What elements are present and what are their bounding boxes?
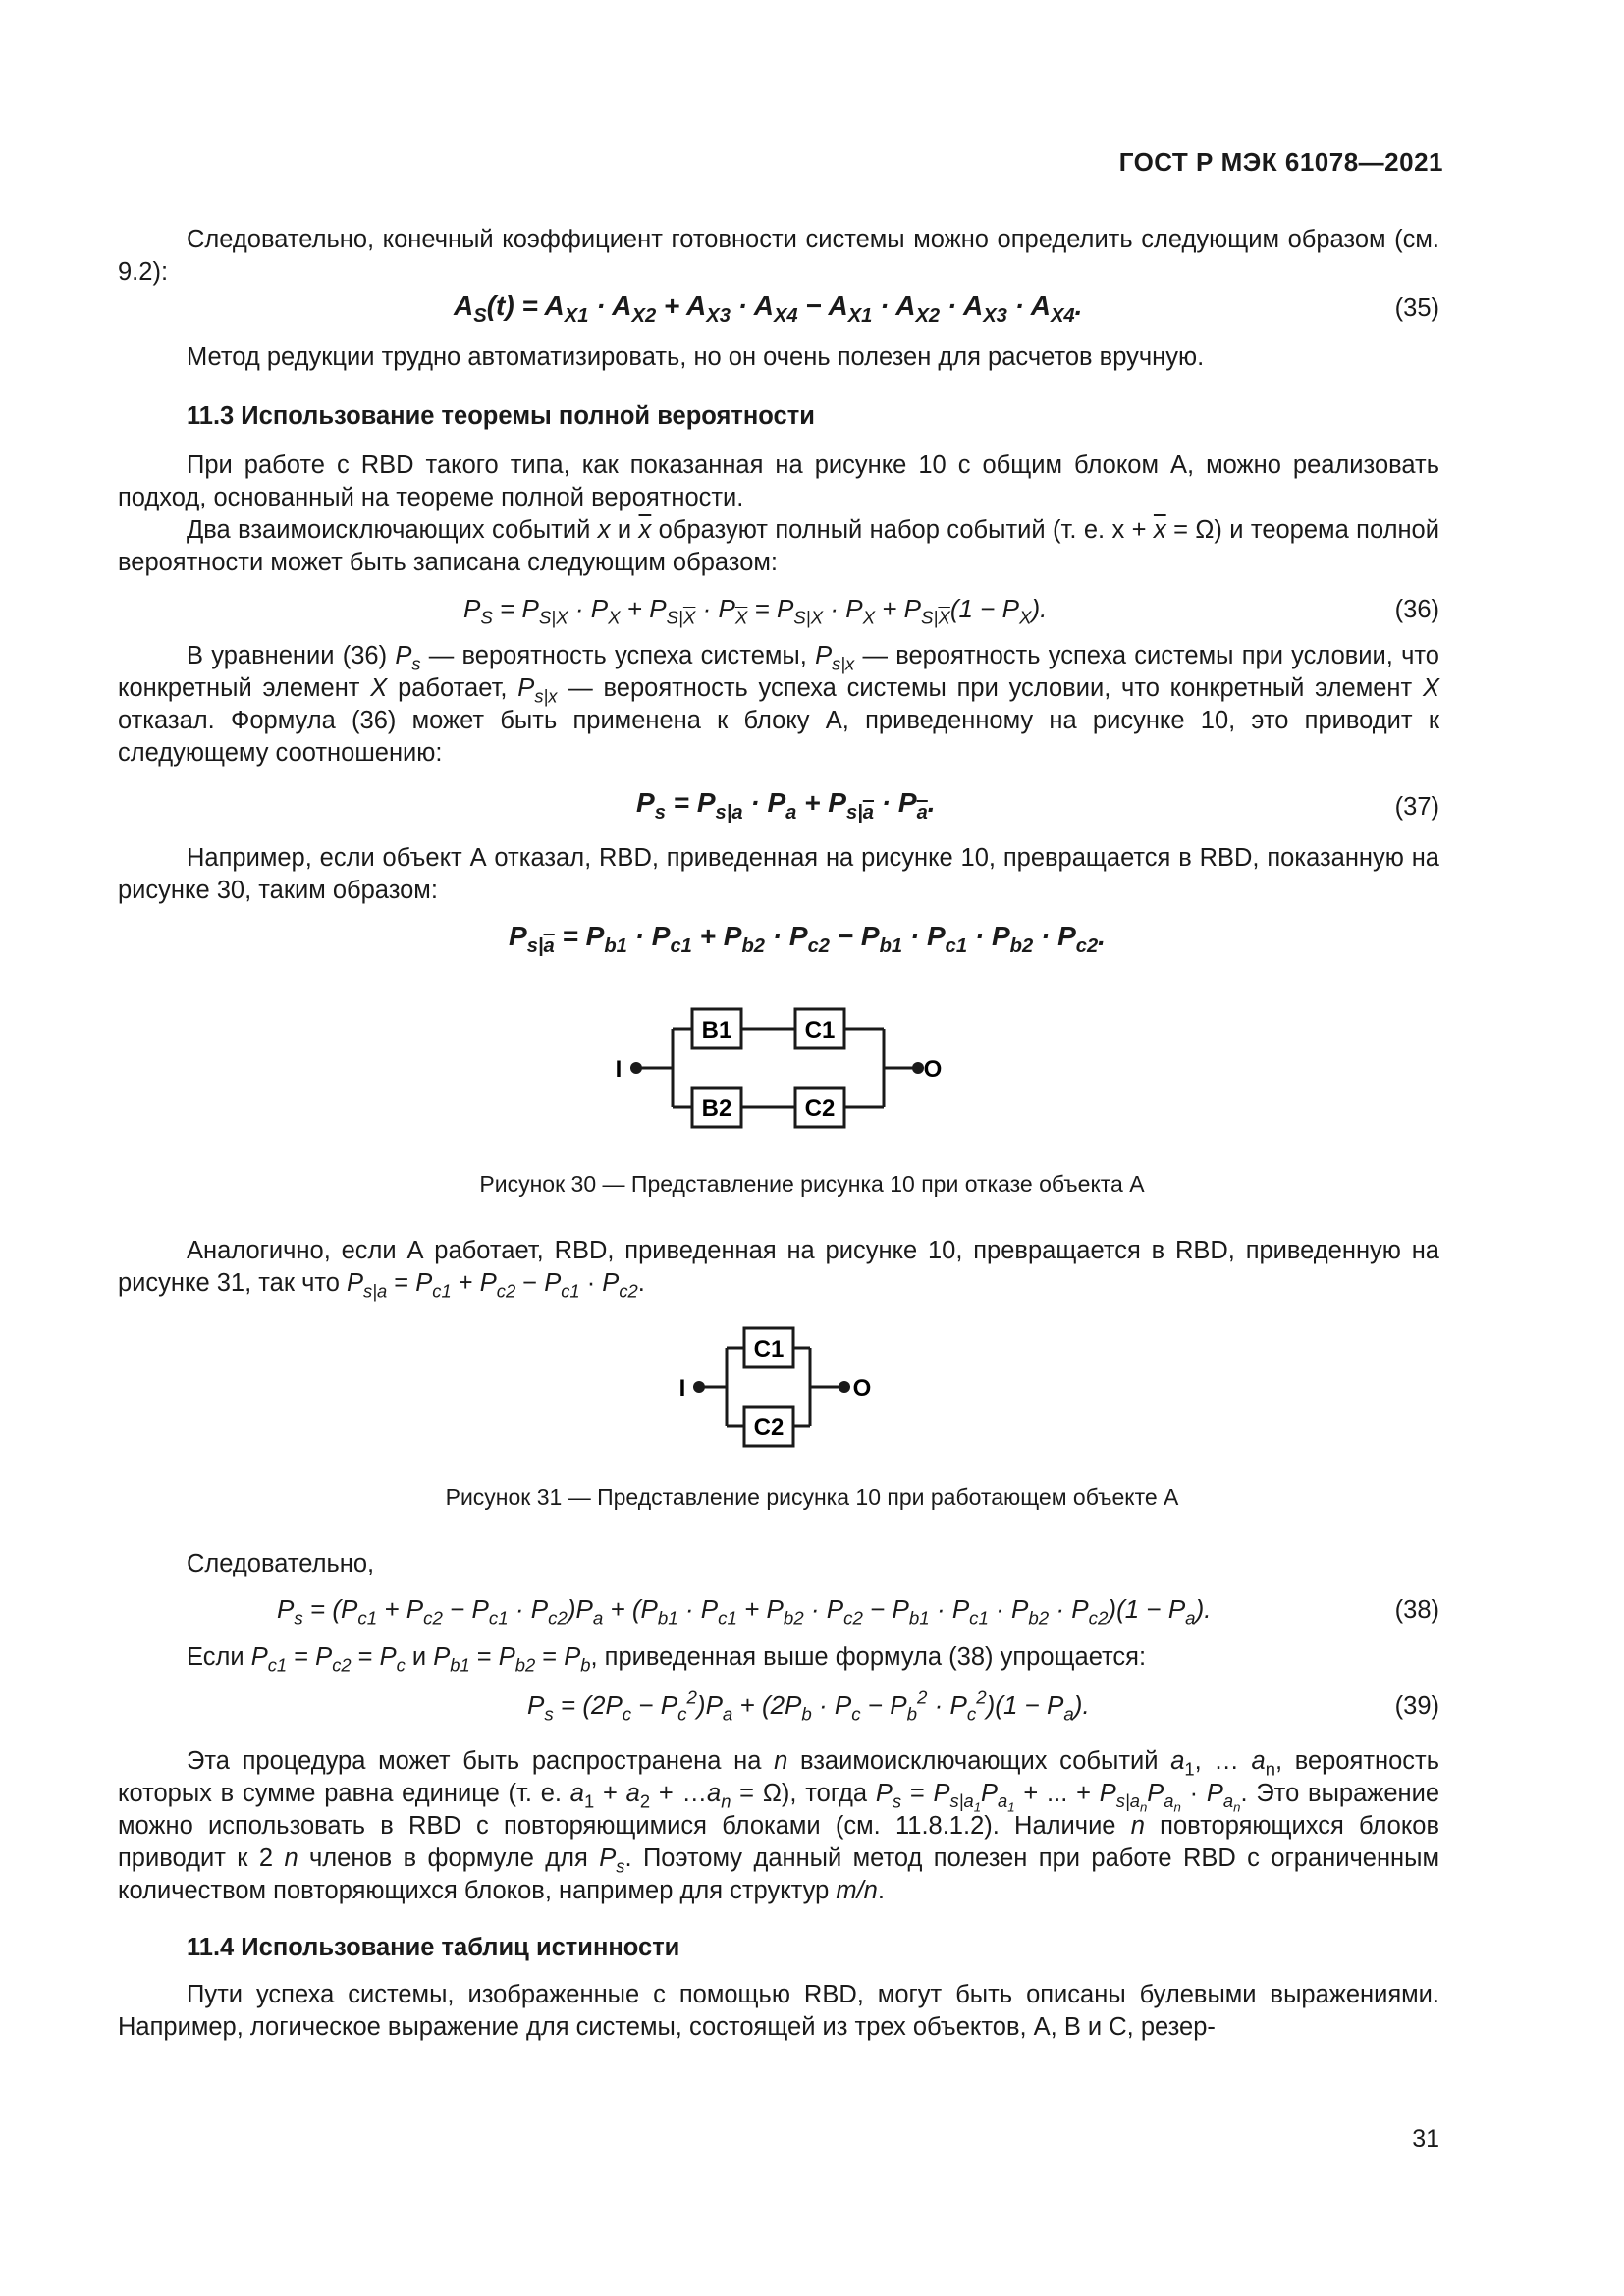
equation-number-37: (37)	[1394, 793, 1439, 821]
output-label: O	[923, 1056, 943, 1083]
equation-number-36: (36)	[1394, 596, 1439, 623]
paragraph-truth-tables: Пути успеха системы, изображенные с помощью RBD, могут быть описаны булевыми выражениями. Например, логическое выражение для системы, состоящей из трех объектов, А, В и С, резер-	[118, 1981, 1439, 2041]
input-node	[630, 1062, 642, 1074]
paragraph-object-a-working: Аналогично, если А работает, RBD, приведенная на рисунке 10, превращается в RBD, приведенную на рисунке 31, так что $P_{s|a} = P_{c1} + P_{c2} - P_{c1} \cdot P_{c2}$.	[118, 1237, 1439, 1302]
section-heading-11-3: 11.3 Использование теоремы полной вероятности	[187, 402, 815, 430]
figure-30-rbd-diagram	[589, 991, 1021, 1158]
paragraph-simplification: Если $P_{c1} = P_{c2} = P_c$ и $P_{b1} = P_{b2} = P_b$, приведенная выше формула (38) упрощается:	[187, 1643, 1147, 1676]
paragraph-mutually-exclusive-events: Два взаимоисключающих событий x и $\overline{x}$ образуют полный набор событий (т. е. $x + \overline{x} = \Omega$) и теорема полной вероятности может быть записана следующим образом:	[118, 516, 1439, 576]
input-node	[693, 1381, 705, 1393]
equation-35: $A_S(t) = A_{X1} \cdot A_{X2} + A_{X3} \cdot A_{X4} - A_{X1} \cdot A_{X2} \cdot A_{X3} \cdot A_{X4}$.	[454, 291, 1083, 328]
equation-number-39: (39)	[1394, 1692, 1439, 1720]
equation-object-a-failed: $P_{s|\overline{a}} = P_{b1} \cdot P_{c1} + P_{b2} \cdot P_{c2} - P_{b1} \cdot P_{c1} \cdot P_{b2} \cdot P_{c2}$.	[509, 921, 1106, 958]
page-number: 31	[1412, 2125, 1439, 2153]
equation-38: $P_s = (P_{c1} + P_{c2} - P_{c1} \cdot P_{c2})P_a + (P_{b1} \cdot P_{c1} + P_{b2} \cdot P_{c2} - P_{b1} \cdot P_{c1} \cdot P_{b2} \cdot P_{c2})(1 - P_a)$.	[277, 1594, 1212, 1629]
figure-31-caption: Рисунок 31 — Представление рисунка 10 при работающем объекте А	[445, 1484, 1179, 1510]
block-c2-label: C2	[804, 1095, 836, 1122]
block-c1-label: C1	[753, 1336, 785, 1362]
equation-number-38: (38)	[1394, 1596, 1439, 1624]
equation-number-35: (35)	[1394, 294, 1439, 322]
figure-30-caption: Рисунок 30 — Представление рисунка 10 при отказе объекта А	[479, 1171, 1145, 1197]
block-b2-label: B2	[701, 1095, 732, 1122]
equation-37: $P_s = P_{s|a} \cdot P_a + P_{s|\overline{a}} \cdot P_{\overline{a}}$.	[636, 787, 936, 825]
paragraph-object-a-failed: Например, если объект А отказал, RBD, приведенная на рисунке 10, превращается в RBD, показанную на рисунке 30, таким образом:	[118, 844, 1439, 904]
paragraph-availability-intro: Следовательно, конечный коэффициент готовности системы можно определить следующим образом (см. 9.2):	[118, 226, 1439, 286]
output-label: O	[852, 1375, 872, 1402]
equation-39: $P_s = (2P_c - P_c^2)P_a + (2P_b \cdot P_c - P_b^2 \cdot P_c^2)(1 - P_a)$.	[527, 1686, 1090, 1725]
figure-31-rbd-diagram	[658, 1315, 903, 1463]
output-node	[912, 1062, 924, 1074]
input-label: I	[615, 1056, 623, 1083]
block-b1-label: B1	[701, 1017, 732, 1043]
paragraph-procedure-extension: Эта процедура может быть распространена на n взаимоисключающих событий $a_1$, … $a_n$, вероятность которых в сумме равна единице (т. е. $a_1 + a_2$ + $\dots a_n = \Omega$), тогда $P_s = P_{s|a_1}P_{a_1}$ + ... + $P_{s|a_n}P_{a_n} \cdot P_{a_n}$. Это выражение можно использовать в RBD с повторяющимися блоками (см. 11.8.1.2). Наличие n повторяющихся блоков приводит к 2 n членов в формуле для $P_s$. Поэтому данный метод полезен при работе RBD с ограниченным количеством повторяющихся блоков, например для структур m/n.	[118, 1747, 1440, 1904]
input-label: I	[678, 1375, 686, 1402]
output-node	[839, 1381, 850, 1393]
block-c2-label: C2	[753, 1415, 785, 1441]
paragraph-total-probability-intro: При работе с RBD такого типа, как показанная на рисунке 10 с общим блоком А, можно реализовать подход, основанный на теореме полной вероятности.	[118, 452, 1439, 511]
block-c1-label: C1	[804, 1017, 836, 1043]
equation-36: $P_S = P_{S|X} \cdot P_X + P_{S|\overline{X}} \cdot P_{\overline{X}} = P_{S|X} \cdot P_X + P_{S|\overline{X}}(1 - P_X)$.	[463, 594, 1048, 628]
section-heading-11-4: 11.4 Использование таблиц истинности	[187, 1934, 680, 1961]
paragraph-equation-36-explanation: В уравнении (36) $P_s$ — вероятность успеха системы, $P_{s|x}$ — вероятность успеха системы при условии, что конкретный элемент X работает, $P_{s|x}$ — вероятность успеха системы при условии, что конкретный элемент X отказал. Формула (36) может быть применена к блоку А, приведенному на рисунке 10, это приводит к следующему соотношению:	[118, 642, 1439, 767]
paragraph-reduction-method: Метод редукции трудно автоматизировать, но он очень полезен для расчетов вручную.	[187, 344, 1205, 371]
document-header: ГОСТ Р МЭК 61078—2021	[1118, 147, 1443, 177]
paragraph-therefore: Следовательно,	[187, 1550, 375, 1577]
